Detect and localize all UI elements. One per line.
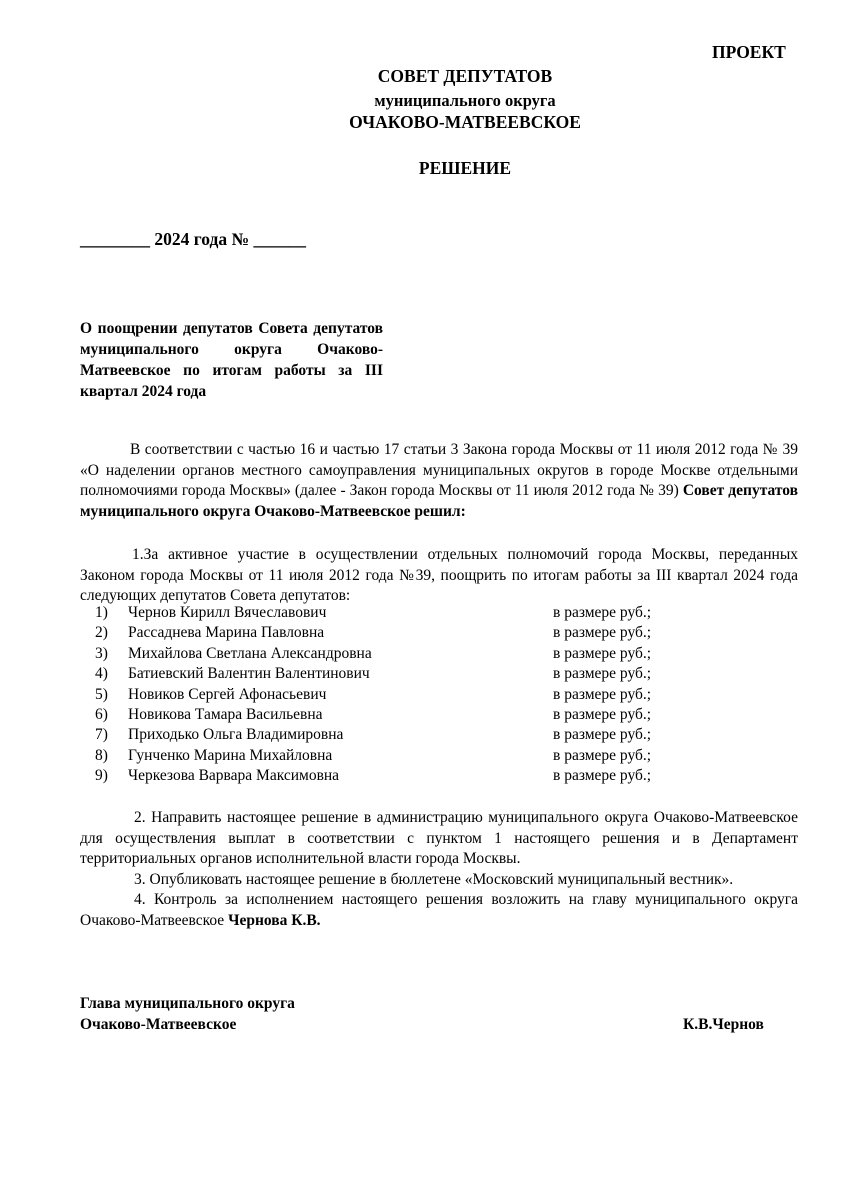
item-4-paragraph: [80, 890, 798, 931]
item-4-responsible: Чернова К.В.: [228, 911, 321, 929]
deputy-name: Гунченко Марина Михайловна: [128, 746, 333, 764]
list-item: [80, 644, 800, 664]
list-item: [80, 685, 800, 705]
list-item: [80, 623, 800, 643]
preamble-text: В соответствии с частью 16 и частью 17 статьи 3 Закона города Москвы от 11 июля 2012 года № 39 «О наделении органов местного самоуправления муниципальных округов в городе Москве отдельными полномочиями города Москвы» (далее - Закон города Москвы от 11 июля 2012 года № 39): [80, 441, 798, 499]
item-2-paragraph: 2. Направить настоящее решение в администрацию муниципального округа Очаково-Матвеевское для осуществления выплат в соответствии с пунктом 1 настоящего решения и в Департамент территориальных органов исполнительной власти города Москвы.: [80, 809, 798, 867]
list-item-number: 3): [95, 644, 108, 662]
list-item-number: 8): [95, 746, 108, 764]
draft-label: ПРОЕКТ: [712, 42, 786, 62]
list-item: [80, 603, 800, 623]
award-amount: в размере руб.;: [553, 685, 652, 703]
deputy-name: Рассаднева Марина Павловна: [128, 624, 325, 642]
deputy-name: Новикова Тамара Васильевна: [128, 705, 323, 723]
signatory-title-line2: Очаково-Матвеевское: [80, 1016, 237, 1033]
list-item-number: 2): [95, 624, 108, 642]
signatory-title-line1: Глава муниципального округа: [80, 995, 295, 1012]
award-amount: в размере руб.;: [553, 604, 652, 621]
list-item-number: 7): [95, 726, 108, 744]
deputy-name: Чернов Кирилл Вячеславович: [128, 604, 327, 621]
list-item: [80, 664, 800, 684]
list-item: [80, 725, 800, 745]
document-type: РЕШЕНИЕ: [418, 158, 512, 178]
date-number-line: ________ 2024 года № ______: [80, 229, 306, 249]
preamble-resolution: Совет депутатов муниципального округа Очаково-Матвеевское решил:: [80, 482, 798, 520]
award-amount: в размере руб.;: [553, 746, 652, 764]
award-amount: в размере руб.;: [553, 767, 652, 785]
list-item-number: 6): [95, 705, 108, 723]
list-item-number: 1): [95, 604, 108, 621]
item-1-paragraph: 1.За активное участие в осуществлении отдельных полномочий города Москвы, переданных Законом города Москвы от 11 июля 2012 года №39, поощрить по итогам работы за III квартал 2024 года следующих депутатов Совета депутатов:: [80, 546, 798, 604]
list-item-number: 9): [95, 767, 108, 785]
district-line: муниципального округа: [374, 91, 556, 110]
deputy-name: Новиков Сергей Афонасьевич: [128, 685, 327, 703]
list-item: [80, 766, 800, 786]
deputy-name: Приходько Ольга Владимировна: [128, 726, 344, 744]
deputy-name: Михайлова Светлана Александровна: [128, 644, 372, 662]
list-item: [80, 705, 800, 725]
award-amount: в размере руб.;: [553, 705, 652, 723]
award-amount: в размере руб.;: [553, 726, 652, 744]
item-4-text: 4. Контроль за исполнением настоящего решения возложить на главу муниципального округа Очаково-Матвеевское: [80, 891, 798, 929]
list-item: [80, 746, 800, 766]
deputy-name: Батиевский Валентин Валентинович: [128, 665, 370, 683]
final-items: [80, 808, 798, 931]
signatory-name: К.В.Чернов: [683, 1016, 764, 1033]
decision-subject: О поощрении депутатов Совета депутатов муниципального округа Очаково-Матвеевское по итогам работы за III квартал 2024 года: [80, 320, 383, 400]
list-item-number: 4): [95, 665, 108, 683]
award-amount: в размере руб.;: [553, 644, 652, 662]
item-3-paragraph: 3. Опубликовать настоящее решение в бюллетене «Московский муниципальный вестник».: [134, 870, 734, 888]
deputy-name: Черкезова Варвара Максимовна: [128, 767, 340, 785]
district-name: ОЧАКОВО-МАТВЕЕВСКОЕ: [349, 112, 581, 132]
award-amount: в размере руб.;: [553, 665, 652, 683]
council-title: СОВЕТ ДЕПУТАТОВ: [377, 66, 553, 86]
preamble-paragraph: [80, 440, 798, 522]
list-item-number: 5): [95, 685, 108, 703]
award-amount: в размере руб.;: [553, 624, 652, 642]
deputies-list: [80, 603, 800, 787]
